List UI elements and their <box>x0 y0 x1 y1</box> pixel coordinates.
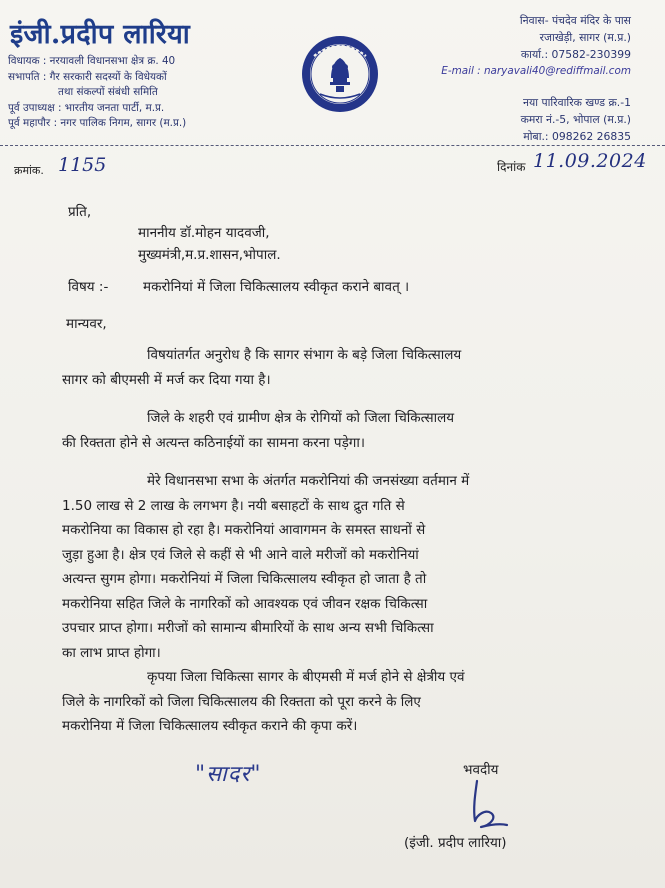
letterhead-name: इंजी.प्रदीप लारिया <box>10 19 191 50</box>
reference-number: 1155 <box>58 154 107 176</box>
paragraph-line: उपचार प्राप्त होगा। मरीजों को सामान्य बीमारियों के साथ अन्य सभी चिकित्सा <box>62 620 434 636</box>
designation-line: पूर्व महापौर : नगर पालिक निगम, सागर (म.प्र.) <box>8 117 187 129</box>
paragraph-line: 1.50 लाख से 2 लाख के लगभग है। नयी बसाहटों के साथ द्रुत गति से <box>62 497 405 514</box>
designation-line: तथा संकल्पों संबंधी समिति <box>58 86 158 98</box>
paragraph-line: जिले के नागरिकों को जिला चिकित्सालय की रिक्तता को पूरा करने के लिए <box>62 693 421 710</box>
mobile-number: मोबा.: 098262 26835 <box>523 130 631 143</box>
signature-icon <box>455 775 525 835</box>
salutation: मान्यवर, <box>66 316 107 332</box>
paragraph-line: जिले के शहरी एवं ग्रामीण क्षेत्र के रोगियों को जिला चिकित्सालय <box>147 410 455 426</box>
prati-label: प्रति, <box>68 204 92 220</box>
address-line: निवास- पंचदेव मंदिर के पास <box>519 14 631 27</box>
recipient-designation: मुख्यमंत्री,म.प्र.शासन,भोपाल. <box>138 247 281 263</box>
reference-label: क्रमांक. <box>14 164 44 177</box>
paragraph-line: मकरोनिया में जिला चिकित्सालय स्वीकृत कराने की कृपा करें। <box>62 718 358 734</box>
email-line: E-mail : naryavali40@rediffmail.com <box>441 65 631 77</box>
subject-label: विषय :- <box>68 279 109 295</box>
address-line: रजाखेड़ी, सागर (म.प्र.) <box>539 31 631 44</box>
designation-line: सभापति : गैर सरकारी सदस्यों के विधेयकों <box>8 70 167 83</box>
paragraph-line: मेरे विधानसभा सभा के अंतर्गत मकरोनियां की जनसंख्या वर्तमान में <box>147 473 470 489</box>
paragraph-line: की रिक्तता होने से अत्यन्त कठिनाईयों का सामना करना पड़ेगा। <box>62 434 366 451</box>
date-value: 11.09.2024 <box>533 150 647 172</box>
address-line: नया पारिवारिक खण्ड क्र.-1 <box>522 96 631 109</box>
office-phone: कार्या.: 07582-230399 <box>520 48 631 61</box>
body-paragraph <box>62 343 582 392</box>
letterhead-divider <box>0 145 665 146</box>
body-paragraph <box>62 406 582 455</box>
paragraph-line: सागर को बीएमसी में मर्ज कर दिया गया है। <box>62 371 271 388</box>
letterhead-designations <box>8 54 298 132</box>
assembly-emblem-icon <box>300 34 380 114</box>
date-label: दिनांक <box>497 160 526 174</box>
bhavadiya-label: भवदीय <box>463 762 499 778</box>
recipient-name: माननीय डॉ.मोहन यादवजी, <box>138 225 270 241</box>
signatory-name: (इंजी. प्रदीप लारिया) <box>404 835 507 851</box>
address-line: कमरा नं.-5, भोपाल (म.प्र.) <box>520 113 631 126</box>
subject-text: मकरोनियां में जिला चिकित्सालय स्वीकृत कराने बावत् । <box>143 279 410 295</box>
paragraph-line: जुड़ा हुआ है। क्षेत्र एवं जिले से कहीं से भी आने वाले मरीजों को मकरोनियां <box>62 546 419 563</box>
paragraph-line: मकरोनिया का विकास हो रहा है। मकरोनियां आवागमन के समस्त साधनों से <box>62 522 426 538</box>
paragraph-line: मकरोनिया सहित जिले के नागरिकों को आवश्यक एवं जीवन रक्षक चिकित्सा <box>62 595 428 612</box>
paragraph-line: का लाभ प्राप्त होगा। <box>62 644 161 661</box>
paragraph-line: विषयांतर्गत अनुरोध है कि सागर संभाग के बड़े जिला चिकित्सालय <box>147 347 462 363</box>
designation-line: विधायक : नरयावली विधानसभा क्षेत्र क्र. 40 <box>8 55 176 67</box>
sadar-handwritten: "सादर" <box>195 762 262 787</box>
paragraph-line: कृपया जिला चिकित्सा सागर के बीएमसी में मर्ज होने से क्षेत्रीय एवं <box>147 669 465 685</box>
designation-line: पूर्व उपाध्यक्ष : भारतीय जनता पार्टी, म.प्र. <box>8 101 165 114</box>
paragraph-line: अत्यन्त सुगम होगा। मकरोनियां में जिला चिकित्सालय स्वीकृत हो जाता है तो <box>62 571 427 587</box>
letterhead-contact <box>371 12 631 145</box>
body-paragraph <box>62 469 582 665</box>
body-paragraph <box>62 665 582 739</box>
